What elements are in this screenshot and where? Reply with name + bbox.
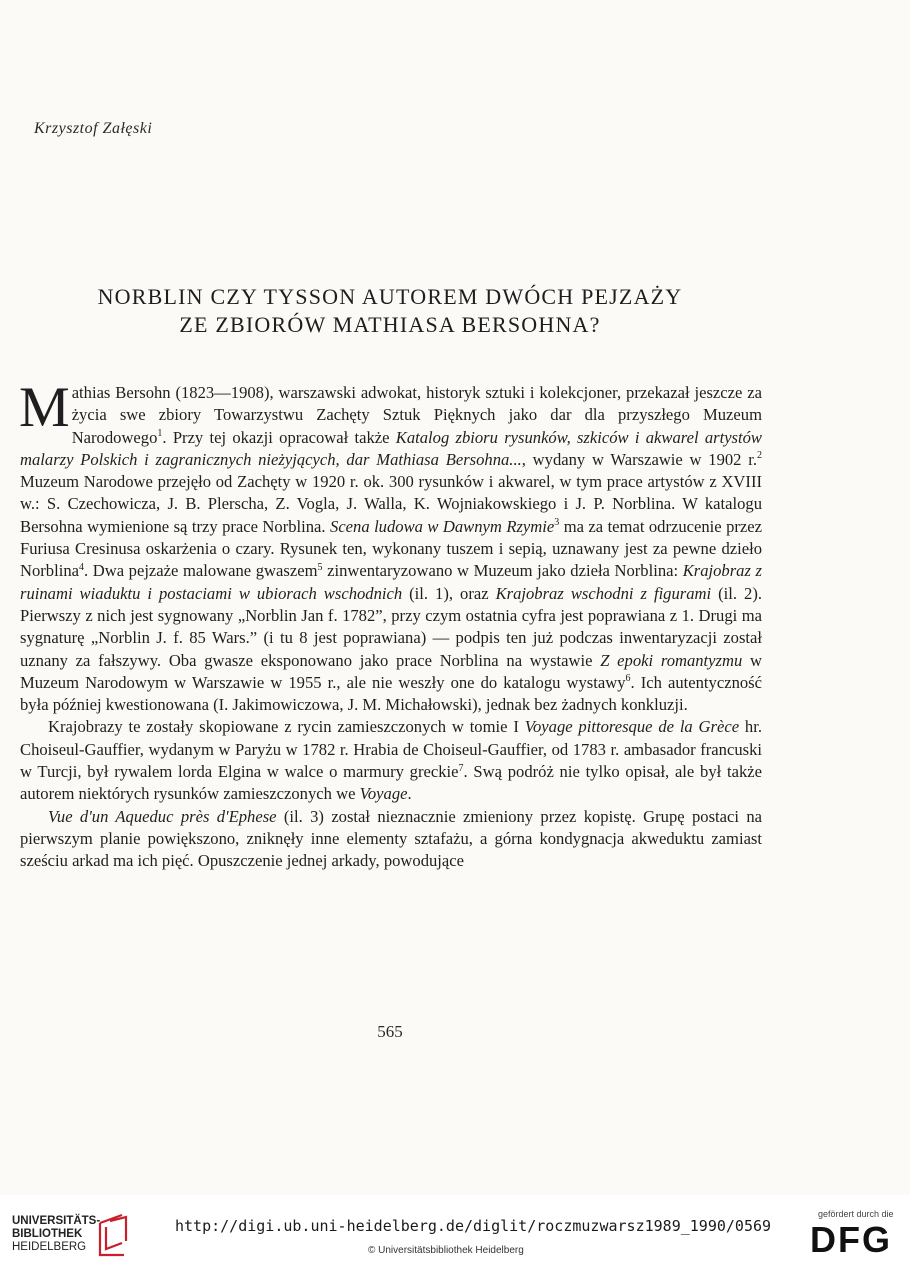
article-title	[0, 283, 780, 339]
paragraph-2	[20, 716, 762, 805]
footnote-ref[interactable]: 6	[625, 673, 631, 685]
text-run: ma za temat odrzucenie przez Furiusa Cresinusa oskarżenia o czary. Rysunek ten, wykonany tuszem i sepią, uznawany jest za pewne dzieło Norblina	[20, 516, 763, 581]
title-line-2: ZE ZBIORÓW MATHIASA BERSOHNA?	[179, 312, 601, 337]
text-run: (il. 3) został nieznacznie zmieniony przez kopistę. Grupę postaci na pierwszym planie powiększono, zniknęły inne elementy sztafażu, a górna kondygnacja akweduktu zamiast sześciu arkad ma ich pięć. Opuszczenie jednej arkady, powodujące	[20, 806, 762, 871]
library-emblem-icon	[96, 1213, 128, 1257]
text-run: athias Bersohn (1823—1908), warszawski adwokat, historyk sztuki i kolekcjoner, przekazał jeszcze za życia swe zbiory Towarzystwu Zachęty Sztuk Pięknych jako dar dla przyszłego Muzeum Narodowego	[71, 383, 762, 447]
italic-title: Z epoki romantyzmu	[600, 650, 743, 670]
text-run: Muzeum Narodowe przejęło od Zachęty w 1920 r. ok. 300 rysunków i akwarel, w tym prace artystów z XVIII w.: S. Czechowicza, J. B. Plerscha, Z. Vogla, J. Walla, K. Wojniakowskiego i J. P. Norblina. W katalogu Bersohna wymienione są trzy prace Norblina.	[20, 472, 762, 536]
italic-title: Voyage	[359, 784, 408, 804]
footer-bar	[0, 1195, 910, 1268]
italic-title: Voyage pittoresque de la Grèce	[524, 717, 740, 737]
text-run: Krajobrazy te zostały skopiowane z rycin zamieszczonych w tomie I	[48, 717, 525, 737]
text-run: , wydany w Warszawie w 1902 r.	[521, 449, 757, 469]
permalink-link[interactable]: http://digi.ub.uni-heidelberg.de/diglit/roczmuzwarsz1989_1990/0569	[175, 1217, 772, 1235]
article-body	[19, 376, 763, 873]
footnote-ref[interactable]: 2	[757, 450, 762, 462]
library-logo-line-3: HEIDELBERG	[12, 1241, 87, 1253]
text-run: . Przy tej okazji opracował także	[162, 427, 396, 447]
author-name: Krzysztof Załęski	[34, 120, 153, 137]
footnote-ref[interactable]: 1	[157, 428, 163, 440]
page-number: 565	[377, 1022, 403, 1041]
library-logo[interactable]	[12, 1215, 100, 1254]
text-run: . Swą podróż nie tylko opisał, ale był także autorem niektórych rysunków zamieszczonych we	[20, 762, 762, 804]
text-run: . Ich autentyczność była później kwestionowana (I. Jakimowiczowa, J. M. Michałowski), jednak bez żadnych konkluzji.	[20, 672, 762, 715]
italic-title: Krajobraz z ruinami wiaduktu i postaciami w ubiorach wschodnich	[20, 561, 762, 603]
text-run: .	[407, 784, 412, 804]
italic-title: Krajobraz wschodni z figurami	[495, 583, 712, 603]
text-run: w Muzeum Narodowym w Warszawie w 1955 r., ale nie weszły one do katalogu wystawy	[20, 650, 762, 692]
footnote-ref[interactable]: 7	[458, 762, 464, 774]
text-run: (il. 2). Pierwszy z nich jest sygnowany „Norblin Jan f. 1782”, przy czym ostatnia cyfra jest poprawiana z 1. Drugi ma sygnaturę „Norblin J. f. 85 Wars.” (i tu 8 jest poprawiana) — podpis ten już podczas inwentaryzacji został uznany za fałszywy. Oba gwasze eksponowano jako prace Norblina na wystawie	[20, 583, 762, 670]
footnote-ref[interactable]: 5	[317, 561, 323, 573]
italic-title: Katalog zbioru rysunków, szkiców i akwarel artystów malarzy Polskich i zagranicznych nieżyjących, dar Mathiasa Bersohna...	[20, 427, 762, 469]
footnote-ref[interactable]: 3	[554, 517, 560, 529]
italic-title: Vue d'un Aqueduc près d'Ephese	[48, 806, 277, 826]
dfg-logo[interactable]: DFG	[810, 1219, 892, 1260]
text-run: zinwentaryzowano w Muzeum jako dzieła Norblina:	[322, 561, 683, 581]
library-logo-line-2: BIBLIOTHEK	[12, 1228, 83, 1240]
italic-title: Scena ludowa w Dawnym Rzymie	[330, 516, 555, 536]
drop-cap: M	[19, 376, 70, 439]
footnote-ref[interactable]: 4	[79, 561, 84, 573]
library-logo-line-1: UNIVERSITÄTS-	[12, 1215, 101, 1227]
text-run: hr. Choiseul-Gauffier, wydanym w Paryżu w 1782 r. Hrabia de Choiseul-Gauffier, od 1783 r. ambasador francuski w Turcji, był rywalem lorda Elgina w walce o marmury greckie	[20, 717, 762, 782]
copyright-notice: © Universitätsbibliothek Heidelberg	[368, 1245, 524, 1256]
text-run: (il. 1), oraz	[402, 583, 496, 603]
title-line-1: NORBLIN CZY TYSSON AUTOREM DWÓCH PEJZAŻY	[97, 284, 683, 309]
paragraph-3	[20, 806, 762, 873]
text-run: . Dwa pejzaże malowane gwaszem	[84, 561, 318, 581]
sponsor-caption: gefördert durch die	[818, 1209, 894, 1219]
paragraph-1	[19, 376, 763, 716]
